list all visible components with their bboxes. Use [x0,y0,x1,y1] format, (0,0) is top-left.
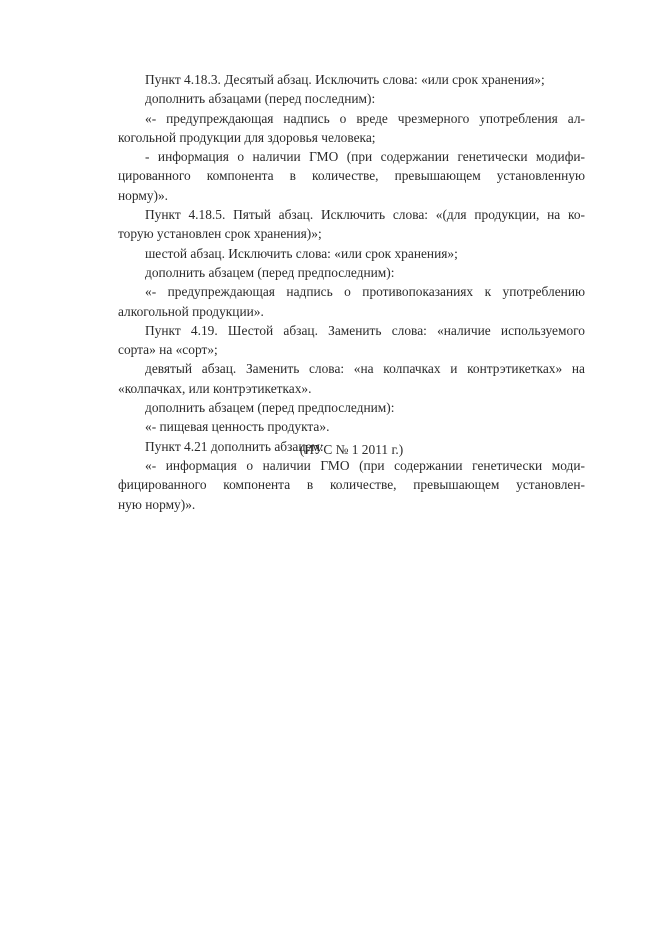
text-line: «- предупреждающая надпись о вреде чрезмерного употребления ал- [145,110,585,126]
text-line: ную норму)». [118,496,196,512]
text-line: «- информация о наличии ГМО (при содержании генетически моди- [145,457,585,473]
text-line: фицированного компонента в количестве, превышающем установлен- [118,477,585,493]
source-reference: (ИУС № 1 2011 г.) [299,442,404,457]
text-line: торую установлен срок хранения)»; [118,226,322,242]
text-line: дополнить абзацем (перед предпоследним): [145,264,395,280]
text-line: - информация о наличии ГМО (при содержании генетически модифи- [145,149,585,165]
text-line: Пункт 4.18.3. Десятый абзац. Исключить слова: «или срок хранения»; [145,72,545,87]
text-line: Пункт 4.19. Шестой абзац. Заменить слова: «наличие используемого [145,322,585,338]
text-line: цированного компонента в количестве, превышающем установленную [118,168,585,184]
text-line: Пункт 4.18.5. Пятый абзац. Исключить слова: «(для продукции, на ко- [145,207,585,223]
text-line: когольной продукции для здоровья человека; [118,129,376,145]
text-line: шестой абзац. Исключить слова: «или срок хранения»; [145,245,458,261]
text-line: дополнить абзацем (перед предпоследним): [145,400,395,416]
text-line: Пункт 4.21 дополнить абзацем: [145,438,324,454]
text-line: девятый абзац. Заменить слова: «на колпачках и контрэтикетках» на [145,361,585,377]
text-line: «колпачках, или контрэтикетках». [118,380,312,396]
text-line: «- предупреждающая надпись о противопоказаниях к употреблению [145,284,585,300]
text-line: сорта» на «сорт»; [118,342,218,358]
text-line: «- пищевая ценность продукта». [145,419,330,435]
text-line: дополнить абзацами (перед последним): [145,91,376,107]
text-line: алкогольной продукции». [118,303,264,319]
text-line: норму)». [118,187,169,203]
